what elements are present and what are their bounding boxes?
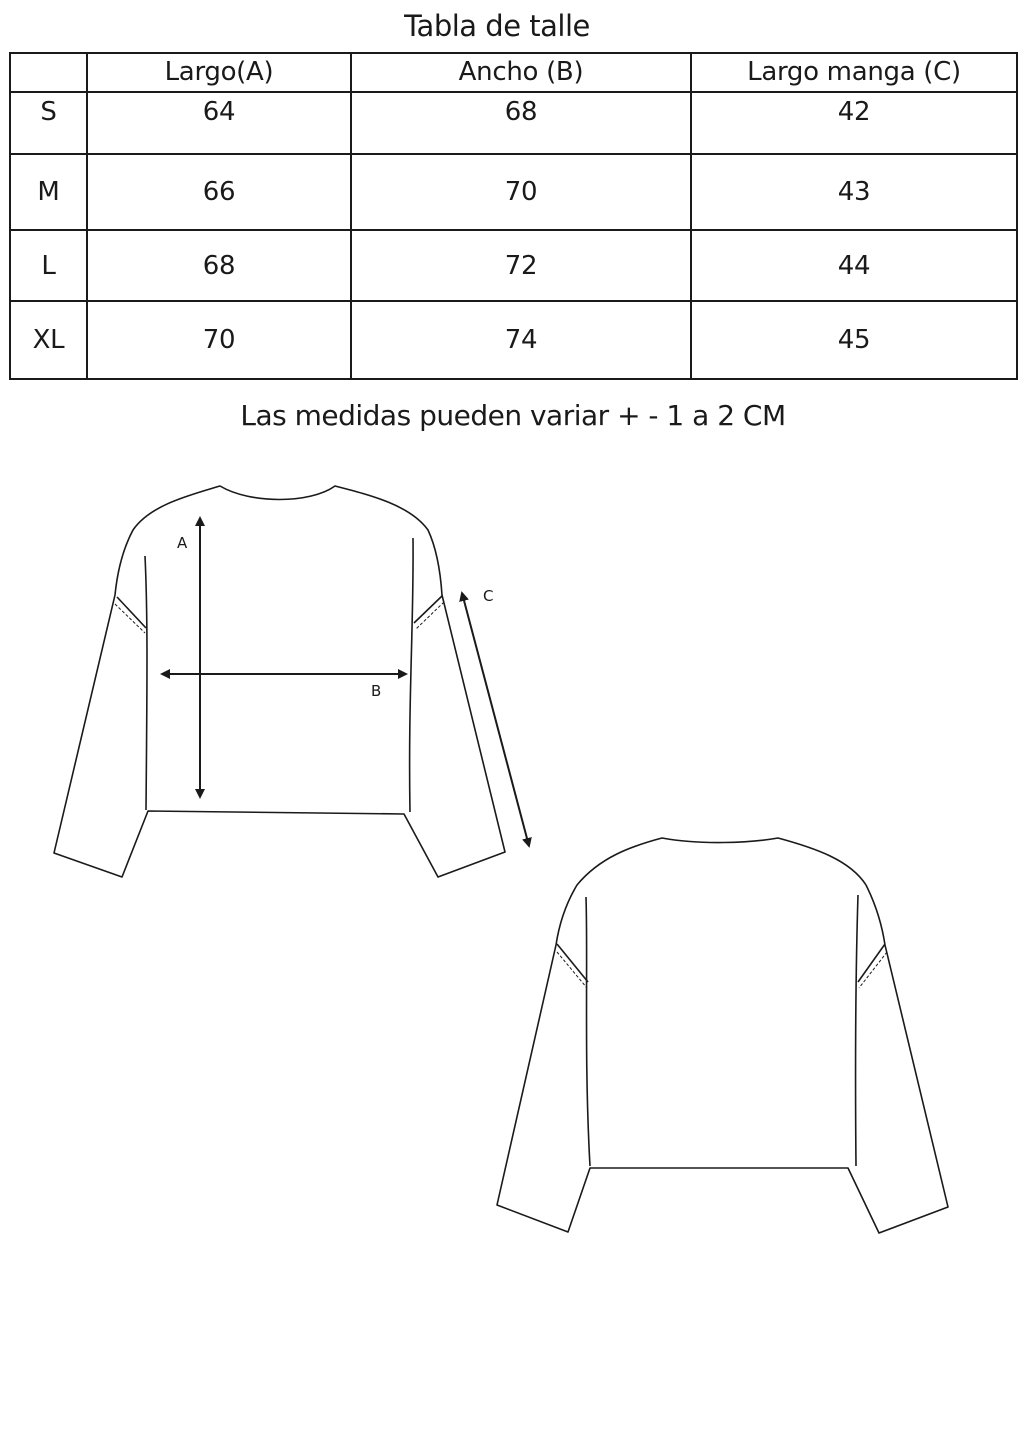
measurement-note: Las medidas pueden variar + - 1 a 2 CM xyxy=(240,399,786,432)
front-view-sweater xyxy=(54,486,505,877)
table-row xyxy=(10,230,1017,301)
back-view-sweater xyxy=(497,838,948,1233)
largo-cell: 64 xyxy=(87,92,351,154)
dimension-label-a: A xyxy=(177,534,188,552)
arrow-c xyxy=(462,593,529,846)
column-header-largo: Largo(A) xyxy=(87,53,351,92)
manga-cell: 45 xyxy=(691,301,1017,379)
manga-cell: 42 xyxy=(691,92,1017,154)
ancho-cell: 70 xyxy=(351,154,691,230)
size-cell: M xyxy=(10,154,87,230)
table-row xyxy=(10,301,1017,379)
largo-cell: 70 xyxy=(87,301,351,379)
manga-cell: 44 xyxy=(691,230,1017,301)
dimension-label-c: C xyxy=(483,587,494,605)
table-row xyxy=(10,92,1017,154)
table-header-row xyxy=(10,53,1017,92)
measurement-arrows xyxy=(162,518,529,846)
ancho-cell: 72 xyxy=(351,230,691,301)
ancho-cell: 68 xyxy=(351,92,691,154)
largo-cell: 68 xyxy=(87,230,351,301)
size-table xyxy=(9,52,1018,380)
size-cell: L xyxy=(10,230,87,301)
table-row xyxy=(10,154,1017,230)
column-header-ancho: Ancho (B) xyxy=(351,53,691,92)
dimension-label-b: B xyxy=(371,682,382,700)
manga-cell: 43 xyxy=(691,154,1017,230)
size-cell: S xyxy=(10,92,87,154)
column-header-size xyxy=(10,53,87,92)
largo-cell: 66 xyxy=(87,154,351,230)
size-cell: XL xyxy=(10,301,87,379)
column-header-manga: Largo manga (C) xyxy=(691,53,1017,92)
ancho-cell: 74 xyxy=(351,301,691,379)
page-title: Tabla de talle xyxy=(404,9,590,43)
